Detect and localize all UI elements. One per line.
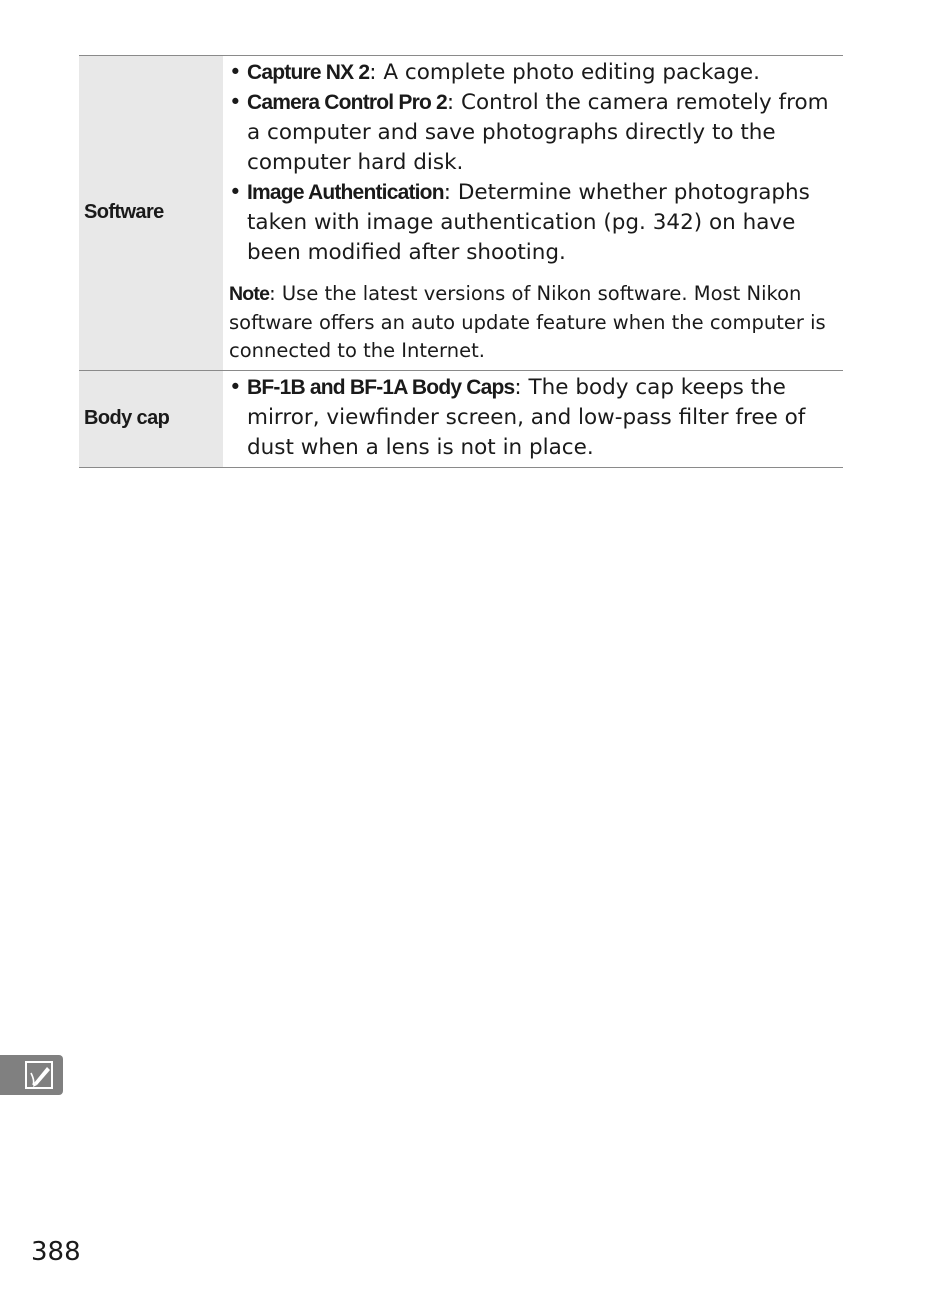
item-term: BF-1B and BF-1A Body Caps [247, 375, 515, 399]
item-description: : A complete photo editing package. [369, 60, 760, 85]
note-description: : Use the latest versions of Nikon software. Most Nikon software offers an auto update feature when the computer is connected to the Internet. [229, 282, 826, 362]
table-row-software [79, 56, 843, 371]
table-row-body-cap [79, 370, 843, 467]
note [229, 280, 843, 366]
list-item [229, 373, 843, 463]
item-description: : The body cap keeps the mirror, viewfinder screen, and low-pass filter free of dust when a lens is not in place. [247, 374, 806, 460]
page-number: 388 [31, 1237, 81, 1267]
section-tab[interactable] [0, 1055, 63, 1095]
list-item [229, 88, 843, 178]
bullet: • [229, 180, 242, 205]
row-content [223, 370, 843, 467]
bullet: • [229, 374, 242, 400]
bullet: • [229, 60, 242, 85]
row-content [223, 56, 843, 371]
item-term: Capture NX 2 [247, 61, 370, 84]
spec-table [79, 55, 843, 468]
row-label: Body cap [79, 370, 223, 467]
item-description: : Determine whether photographs taken with image authentication (pg. 342) on have been modified after shooting. [247, 180, 810, 265]
note-term: Note [229, 283, 270, 305]
bullet: • [229, 90, 242, 115]
row-label: Software [79, 56, 223, 371]
list-item [229, 58, 843, 88]
list-item [229, 178, 843, 268]
item-term: Image Authentication [247, 181, 444, 204]
item-term: Camera Control Pro 2 [247, 91, 447, 114]
item-description: : Control the camera remotely from a computer and save photographs directly to the computer hard disk. [247, 90, 829, 175]
